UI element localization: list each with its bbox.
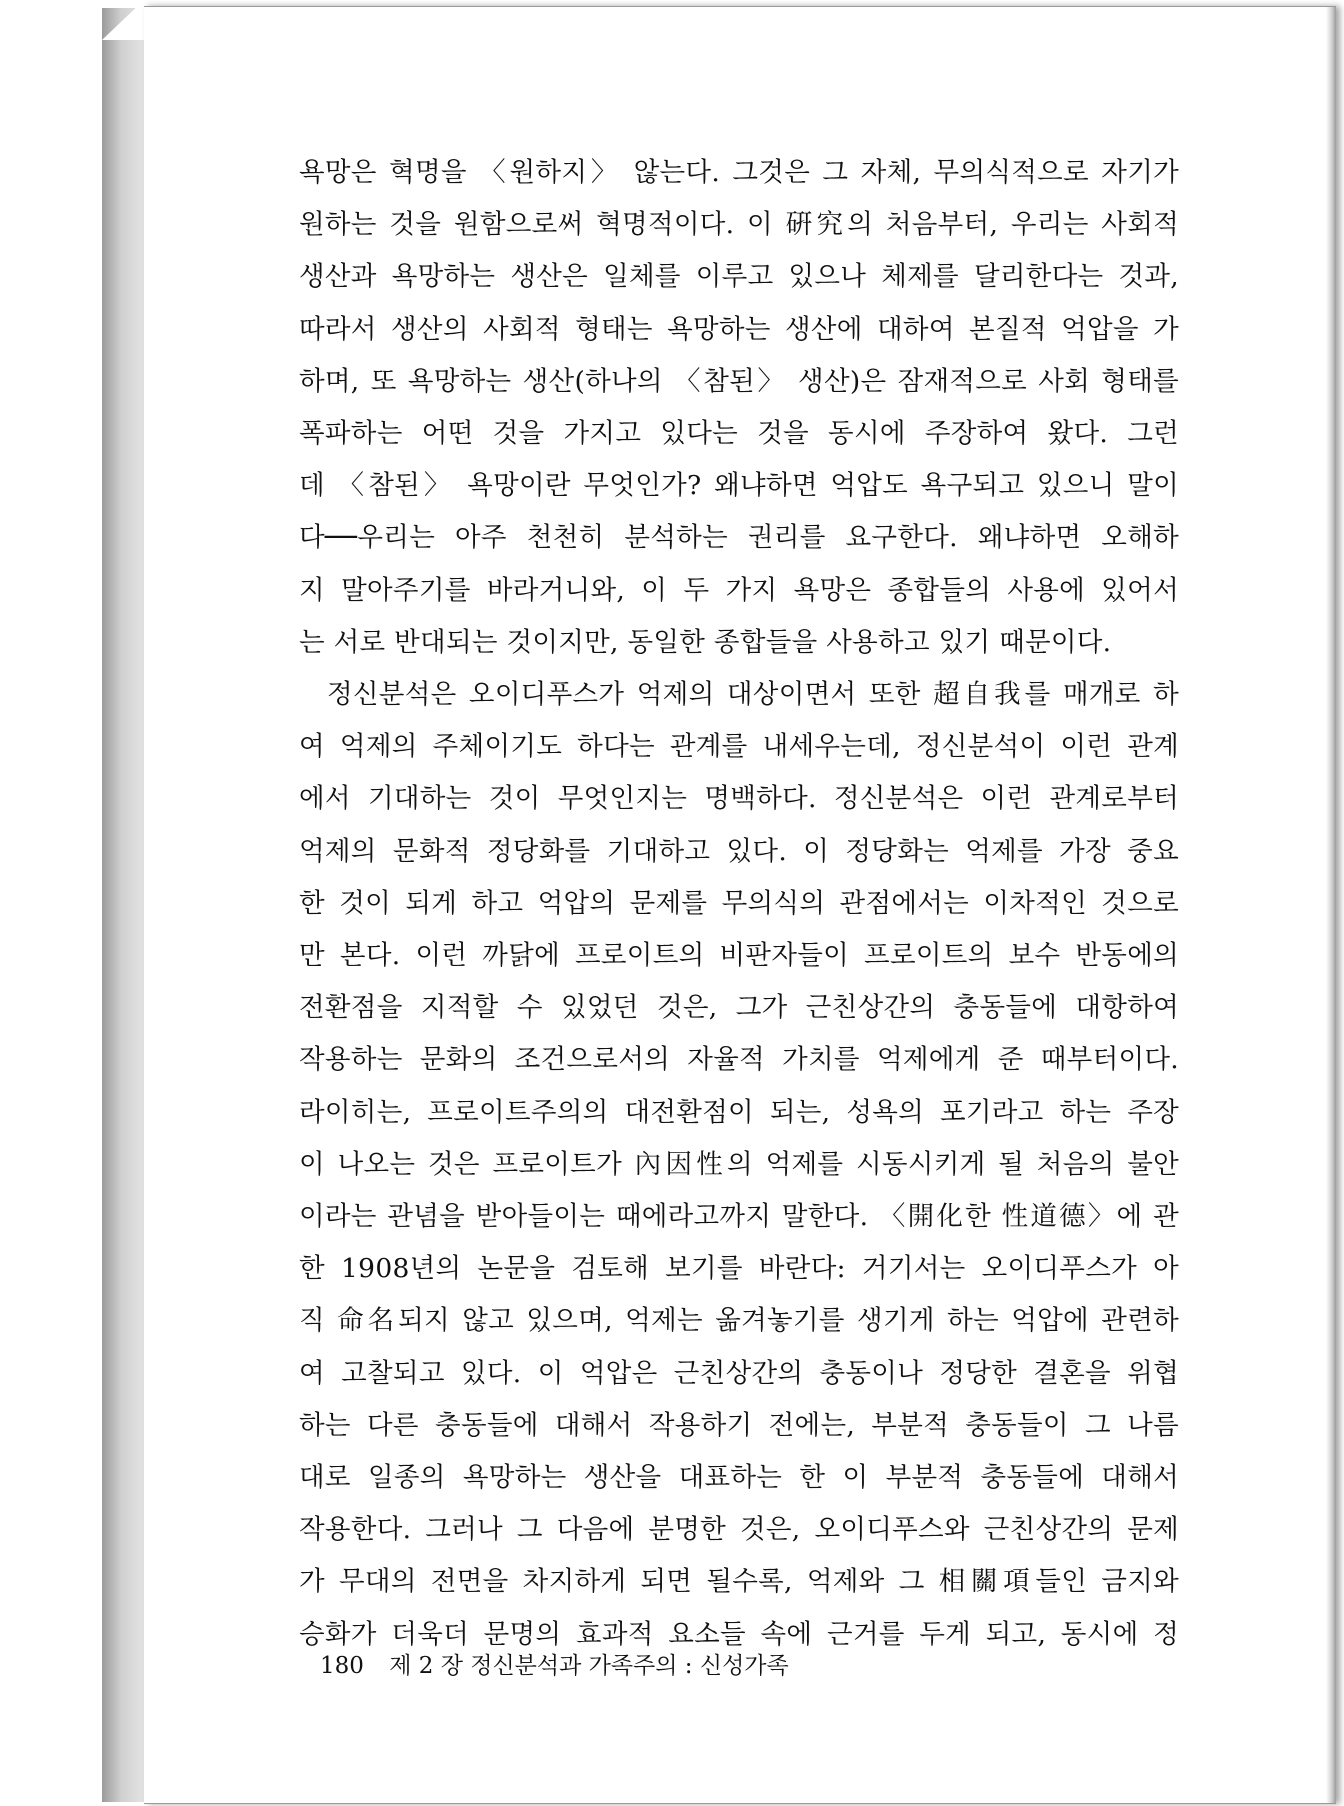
text-line: 여 억제의 주체이기도 하다는 관계를 내세우는데, 정신분석이 이런 관계 <box>299 731 1179 763</box>
text-line: 에서 기대하는 것이 무엇인지는 명백하다. 정신분석은 이런 관계로부터 <box>299 783 1179 815</box>
text-line: 욕망은 혁명을 〈원하지〉 않는다. 그것은 그 자체, 무의식적으로 자기가 <box>299 157 1179 188</box>
text-line: 생산과 욕망하는 생산은 일체를 이루고 있으나 체제를 달리한다는 것과, <box>299 261 1179 293</box>
text-line: 정신분석은 오이디푸스가 억제의 대상이면서 또한 超自我를 매개로 하 <box>327 679 1179 711</box>
text-line: 지 말아주기를 바라거니와, 이 두 가지 욕망은 종합들의 사용에 있어서 <box>299 574 1179 606</box>
text-line: 따라서 생산의 사회적 형태는 욕망하는 생산에 대하여 본질적 억압을 가 <box>299 313 1179 345</box>
paragraph-2 <box>299 669 1179 1661</box>
text-line: 원하는 것을 원함으로써 혁명적이다. 이 硏究의 처음부터, 우리는 사회적 <box>299 209 1179 241</box>
text-line: 한 것이 되게 하고 억압의 문제를 무의식의 관점에서는 이차적인 것으로 <box>299 887 1179 919</box>
paragraph-1 <box>299 147 1179 669</box>
book-page <box>144 6 1336 1804</box>
text-line: 가 무대의 전면을 차지하게 되면 될수록, 억제와 그 相關項들인 금지와 <box>299 1566 1179 1598</box>
text-line: 이라는 관념을 받아들이는 때에라고까지 말한다. 〈開化한 性道德〉에 관 <box>299 1201 1179 1233</box>
text-line: 대로 일종의 욕망하는 생산을 대표하는 한 이 부분적 충동들에 대해서 <box>299 1462 1179 1494</box>
running-head: 제 2 장 정신분석과 가족주의 : 신성가족 <box>389 1653 789 1679</box>
page-number: 180 <box>320 1653 364 1679</box>
text-line: 여 고찰되고 있다. 이 억압은 근친상간의 충동이나 정당한 결혼을 위협 <box>299 1357 1179 1389</box>
text-line: 하며, 또 욕망하는 생산(하나의 〈참된〉 생산)은 잠재적으로 사회 형태를 <box>299 365 1179 397</box>
text-line: 만 본다. 이런 까닭에 프로이트의 비판자들이 프로이트의 보수 반동에의 <box>299 940 1179 972</box>
text-line: 라이히는, 프로이트주의의 대전환점이 되는, 성욕의 포기라고 하는 주장 <box>299 1096 1179 1128</box>
text-line: 다──우리는 아주 천천히 분석하는 권리를 요구한다. 왜냐하면 오해하 <box>299 522 1179 554</box>
body-text <box>299 147 1179 1661</box>
text-line: 이 나오는 것은 프로이트가 內因性의 억제를 시동시키게 될 처음의 불안 <box>299 1148 1179 1180</box>
book-spine <box>102 8 144 1802</box>
text-line: 폭파하는 어떤 것을 가지고 있다는 것을 동시에 주장하여 왔다. 그런 <box>299 418 1179 450</box>
text-line: 전환점을 지적할 수 있었던 것은, 그가 근친상간의 충동들에 대항하여 <box>299 992 1179 1024</box>
page-footer <box>320 1647 789 1680</box>
text-line: 한 1908년의 논문을 검토해 보기를 바란다: 거기서는 오이디푸스가 아 <box>299 1253 1179 1285</box>
text-line: 작용하는 문화의 조건으로서의 자율적 가치를 억제에게 준 때부터이다. <box>299 1044 1179 1076</box>
text-line: 억제의 문화적 정당화를 기대하고 있다. 이 정당화는 억제를 가장 중요 <box>299 835 1179 867</box>
text-line: 직 命名되지 않고 있으며, 억제는 옮겨놓기를 생기게 하는 억압에 관련하 <box>299 1305 1179 1337</box>
text-line: 데 〈참된〉 욕망이란 무엇인가? 왜냐하면 억압도 욕구되고 있으니 말이 <box>299 470 1179 502</box>
text-line: 는 서로 반대되는 것이지만, 동일한 종합들을 사용하고 있기 때문이다. <box>299 626 1112 658</box>
text-line: 하는 다른 충동들에 대해서 작용하기 전에는, 부분적 충동들이 그 나름 <box>299 1409 1179 1441</box>
text-line: 승화가 더욱더 문명의 효과적 요소들 속에 근거를 두게 되고, 동시에 정 <box>299 1618 1179 1650</box>
text-line: 작용한다. 그러나 그 다음에 분명한 것은, 오이디푸스와 근친상간의 문제 <box>299 1514 1179 1546</box>
page-edge-shadow <box>1326 7 1336 1803</box>
